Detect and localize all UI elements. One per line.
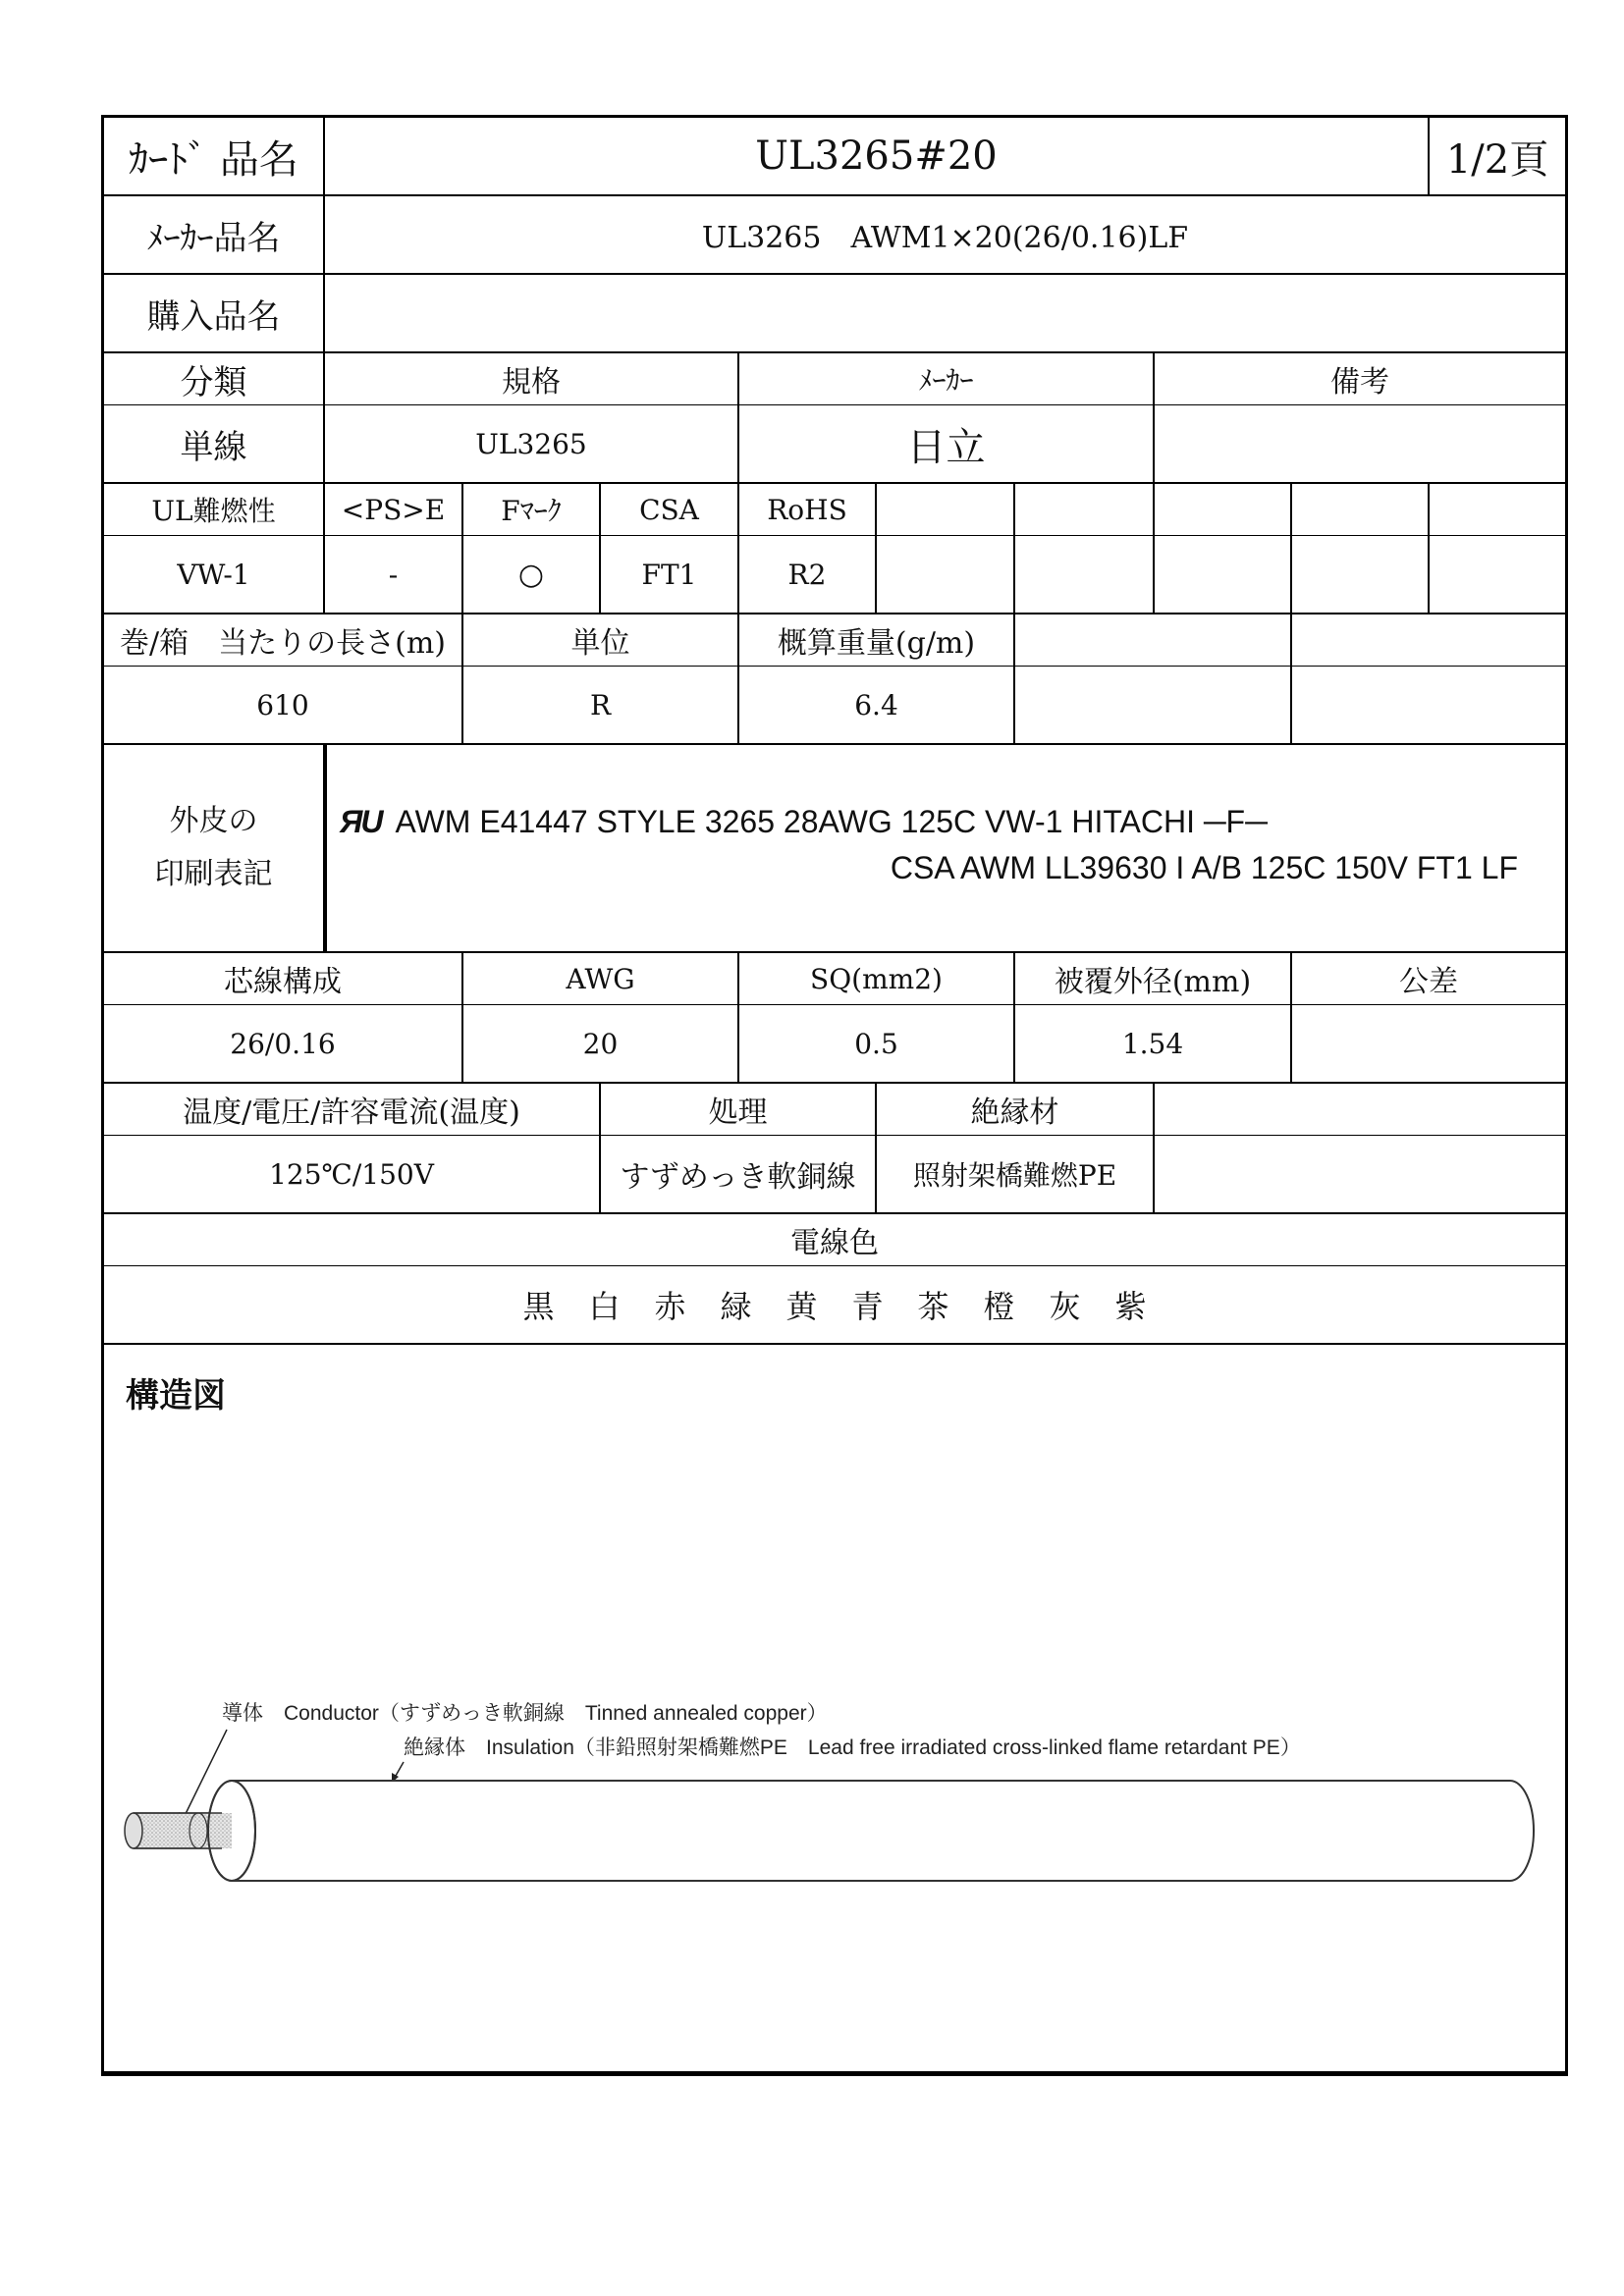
- standard-value: UL3265: [325, 405, 739, 482]
- length-per-reel-header: 巻/箱 当たりの長さ(m): [104, 614, 463, 666]
- wire-color-brown: 茶: [917, 1288, 949, 1325]
- length-value-row: [104, 667, 1565, 745]
- print-marking-label-line1: 外皮の: [169, 804, 258, 838]
- strand-config-value: 26/0.16: [104, 1005, 463, 1082]
- diagram-title: 構造図: [126, 1376, 226, 1415]
- tolerance-value: [1292, 1005, 1565, 1082]
- length-header-row: [104, 614, 1565, 667]
- card-name-value: UL3265#20: [325, 118, 1430, 194]
- wire-color-gray: 灰: [1049, 1288, 1081, 1325]
- card-name-row: [104, 118, 1565, 196]
- rating-value-8: [1155, 536, 1292, 613]
- awg-value: 20: [463, 1005, 739, 1082]
- rating-value-9: [1292, 536, 1430, 613]
- classification-header: 分類: [104, 353, 325, 404]
- print-marking-label: [104, 745, 325, 951]
- maker-header: ﾒｰｶｰ: [739, 353, 1155, 404]
- maker-name-value: UL3265 AWM1×20(26/0.16)LF: [701, 221, 1189, 255]
- rohs-value: R2: [739, 536, 877, 613]
- length-value-5: [1292, 667, 1565, 743]
- page-number: 1/2頁: [1445, 136, 1549, 183]
- wire-color-value-row: [104, 1266, 1565, 1345]
- length-header-5: [1292, 614, 1565, 666]
- conductor-end-icon: [125, 1813, 142, 1848]
- rating-value-7: [1015, 536, 1155, 613]
- wire-color-purple: 紫: [1114, 1288, 1147, 1325]
- card-name-label: ｶｰﾄﾞ 品名: [104, 118, 325, 194]
- pse-header: <PS>E: [325, 484, 463, 535]
- wire-color-list: [104, 1266, 1565, 1343]
- pse-value: -: [325, 536, 463, 613]
- wire-color-red: 赤: [654, 1288, 686, 1325]
- bottom-double-rule: [104, 2071, 1565, 2073]
- rating-header-6: [877, 484, 1015, 535]
- weight-value: 6.4: [739, 667, 1015, 743]
- wire-color-blue: 青: [851, 1288, 884, 1325]
- insulation-label: 絶縁体 Insulation（非鉛照射架橋難燃PE Lead free irradiated cross-linked flame retardant PE）: [404, 1736, 1301, 1759]
- sq-header: SQ(mm2): [739, 953, 1015, 1004]
- f-mark-value: ○: [463, 536, 601, 613]
- print-marking-line1: AWM E41447 STYLE 3265 28AWG 125C VW-1 HITACHI ─F─: [395, 804, 1268, 839]
- ratings-value-row: [104, 536, 1565, 614]
- maker-name-row: [104, 196, 1565, 275]
- insulation-header: 絶縁材: [877, 1084, 1155, 1135]
- rohs-header: RoHS: [739, 484, 877, 535]
- unit-header: 単位: [463, 614, 739, 666]
- weight-header: 概算重量(g/m): [739, 614, 1015, 666]
- wire-color-black: 黒: [522, 1288, 555, 1325]
- conductor-header-row: [104, 953, 1565, 1005]
- insulation-jacket: [232, 1781, 1534, 1881]
- maker-name-label: ﾒｰｶｰ品名: [104, 196, 325, 273]
- temperature-value-4: [1155, 1136, 1565, 1212]
- print-marking-row: [104, 745, 1565, 953]
- print-marking-line2: CSA AWM LL39630 I A/B 125C 150V FT1 LF: [890, 850, 1518, 885]
- rating-value-10: [1430, 536, 1565, 613]
- remarks-value: [1155, 405, 1565, 482]
- remarks-header: 備考: [1330, 365, 1389, 400]
- standard-header: 規格: [325, 353, 739, 404]
- length-per-reel-value: 610: [104, 667, 463, 743]
- temp-voltage-value: 125℃/150V: [104, 1136, 601, 1212]
- f-mark-header: Fﾏｰｸ: [463, 484, 601, 535]
- length-value-4: [1015, 667, 1292, 743]
- maker-value: 日立: [739, 405, 1155, 482]
- classification-value-row: [104, 405, 1565, 484]
- temperature-header-row: [104, 1084, 1565, 1136]
- awg-header: AWG: [463, 953, 739, 1004]
- rating-header-8: [1155, 484, 1292, 535]
- rating-value-6: [877, 536, 1015, 613]
- treatment-header: 処理: [601, 1084, 877, 1135]
- wire-color-orange: 橙: [983, 1288, 1015, 1325]
- print-marking-label-line2: 印刷表記: [154, 857, 273, 891]
- rating-header-10: [1430, 484, 1565, 535]
- sq-value: 0.5: [739, 1005, 1015, 1082]
- purchase-name-row: [104, 275, 1565, 353]
- print-marking-text: [340, 804, 1518, 886]
- temp-voltage-header: 温度/電圧/許容電流(温度): [104, 1084, 601, 1135]
- wire-color-green: 緑: [720, 1288, 752, 1325]
- classification-value: 単線: [104, 405, 325, 482]
- insulation-value: 照射架橋難燃PE: [877, 1136, 1155, 1212]
- temperature-header-4: [1155, 1084, 1565, 1135]
- wire-color-yellow: 黄: [785, 1288, 818, 1325]
- unit-value: R: [463, 667, 739, 743]
- conductor-label: 導体 Conductor（すずめっき軟銅線 Tinned annealed copper）: [222, 1702, 828, 1725]
- outer-diameter-value: 1.54: [1015, 1005, 1292, 1082]
- wire-color-header-row: [104, 1214, 1565, 1266]
- wire-color-header: 電線色: [790, 1226, 879, 1260]
- rating-header-9: [1292, 484, 1430, 535]
- conductor-value-row: [104, 1005, 1565, 1084]
- wire-color-white: 白: [588, 1288, 621, 1325]
- treatment-value: すずめっき軟銅線: [601, 1136, 877, 1212]
- ul-flammability-value: VW-1: [104, 536, 325, 613]
- ratings-header-row: [104, 484, 1565, 536]
- rating-header-7: [1015, 484, 1155, 535]
- ul-flammability-header: UL難燃性: [104, 484, 325, 535]
- structure-diagram: [104, 1345, 1565, 2073]
- purchase-name-value: [325, 275, 1565, 351]
- spec-sheet: [101, 115, 1568, 2076]
- tolerance-header: 公差: [1399, 965, 1458, 999]
- classification-header-row: [104, 353, 1565, 405]
- ul-recognized-mark-icon: ЯU: [340, 804, 382, 839]
- strand-config-header: 芯線構成: [104, 953, 463, 1004]
- outer-diameter-header: 被覆外径(mm): [1015, 953, 1292, 1004]
- csa-header: CSA: [601, 484, 739, 535]
- csa-value: FT1: [601, 536, 739, 613]
- purchase-name-label: 購入品名: [104, 275, 325, 351]
- length-header-4: [1015, 614, 1292, 666]
- temperature-value-row: [104, 1136, 1565, 1214]
- cable-drawing: [104, 1345, 1565, 2073]
